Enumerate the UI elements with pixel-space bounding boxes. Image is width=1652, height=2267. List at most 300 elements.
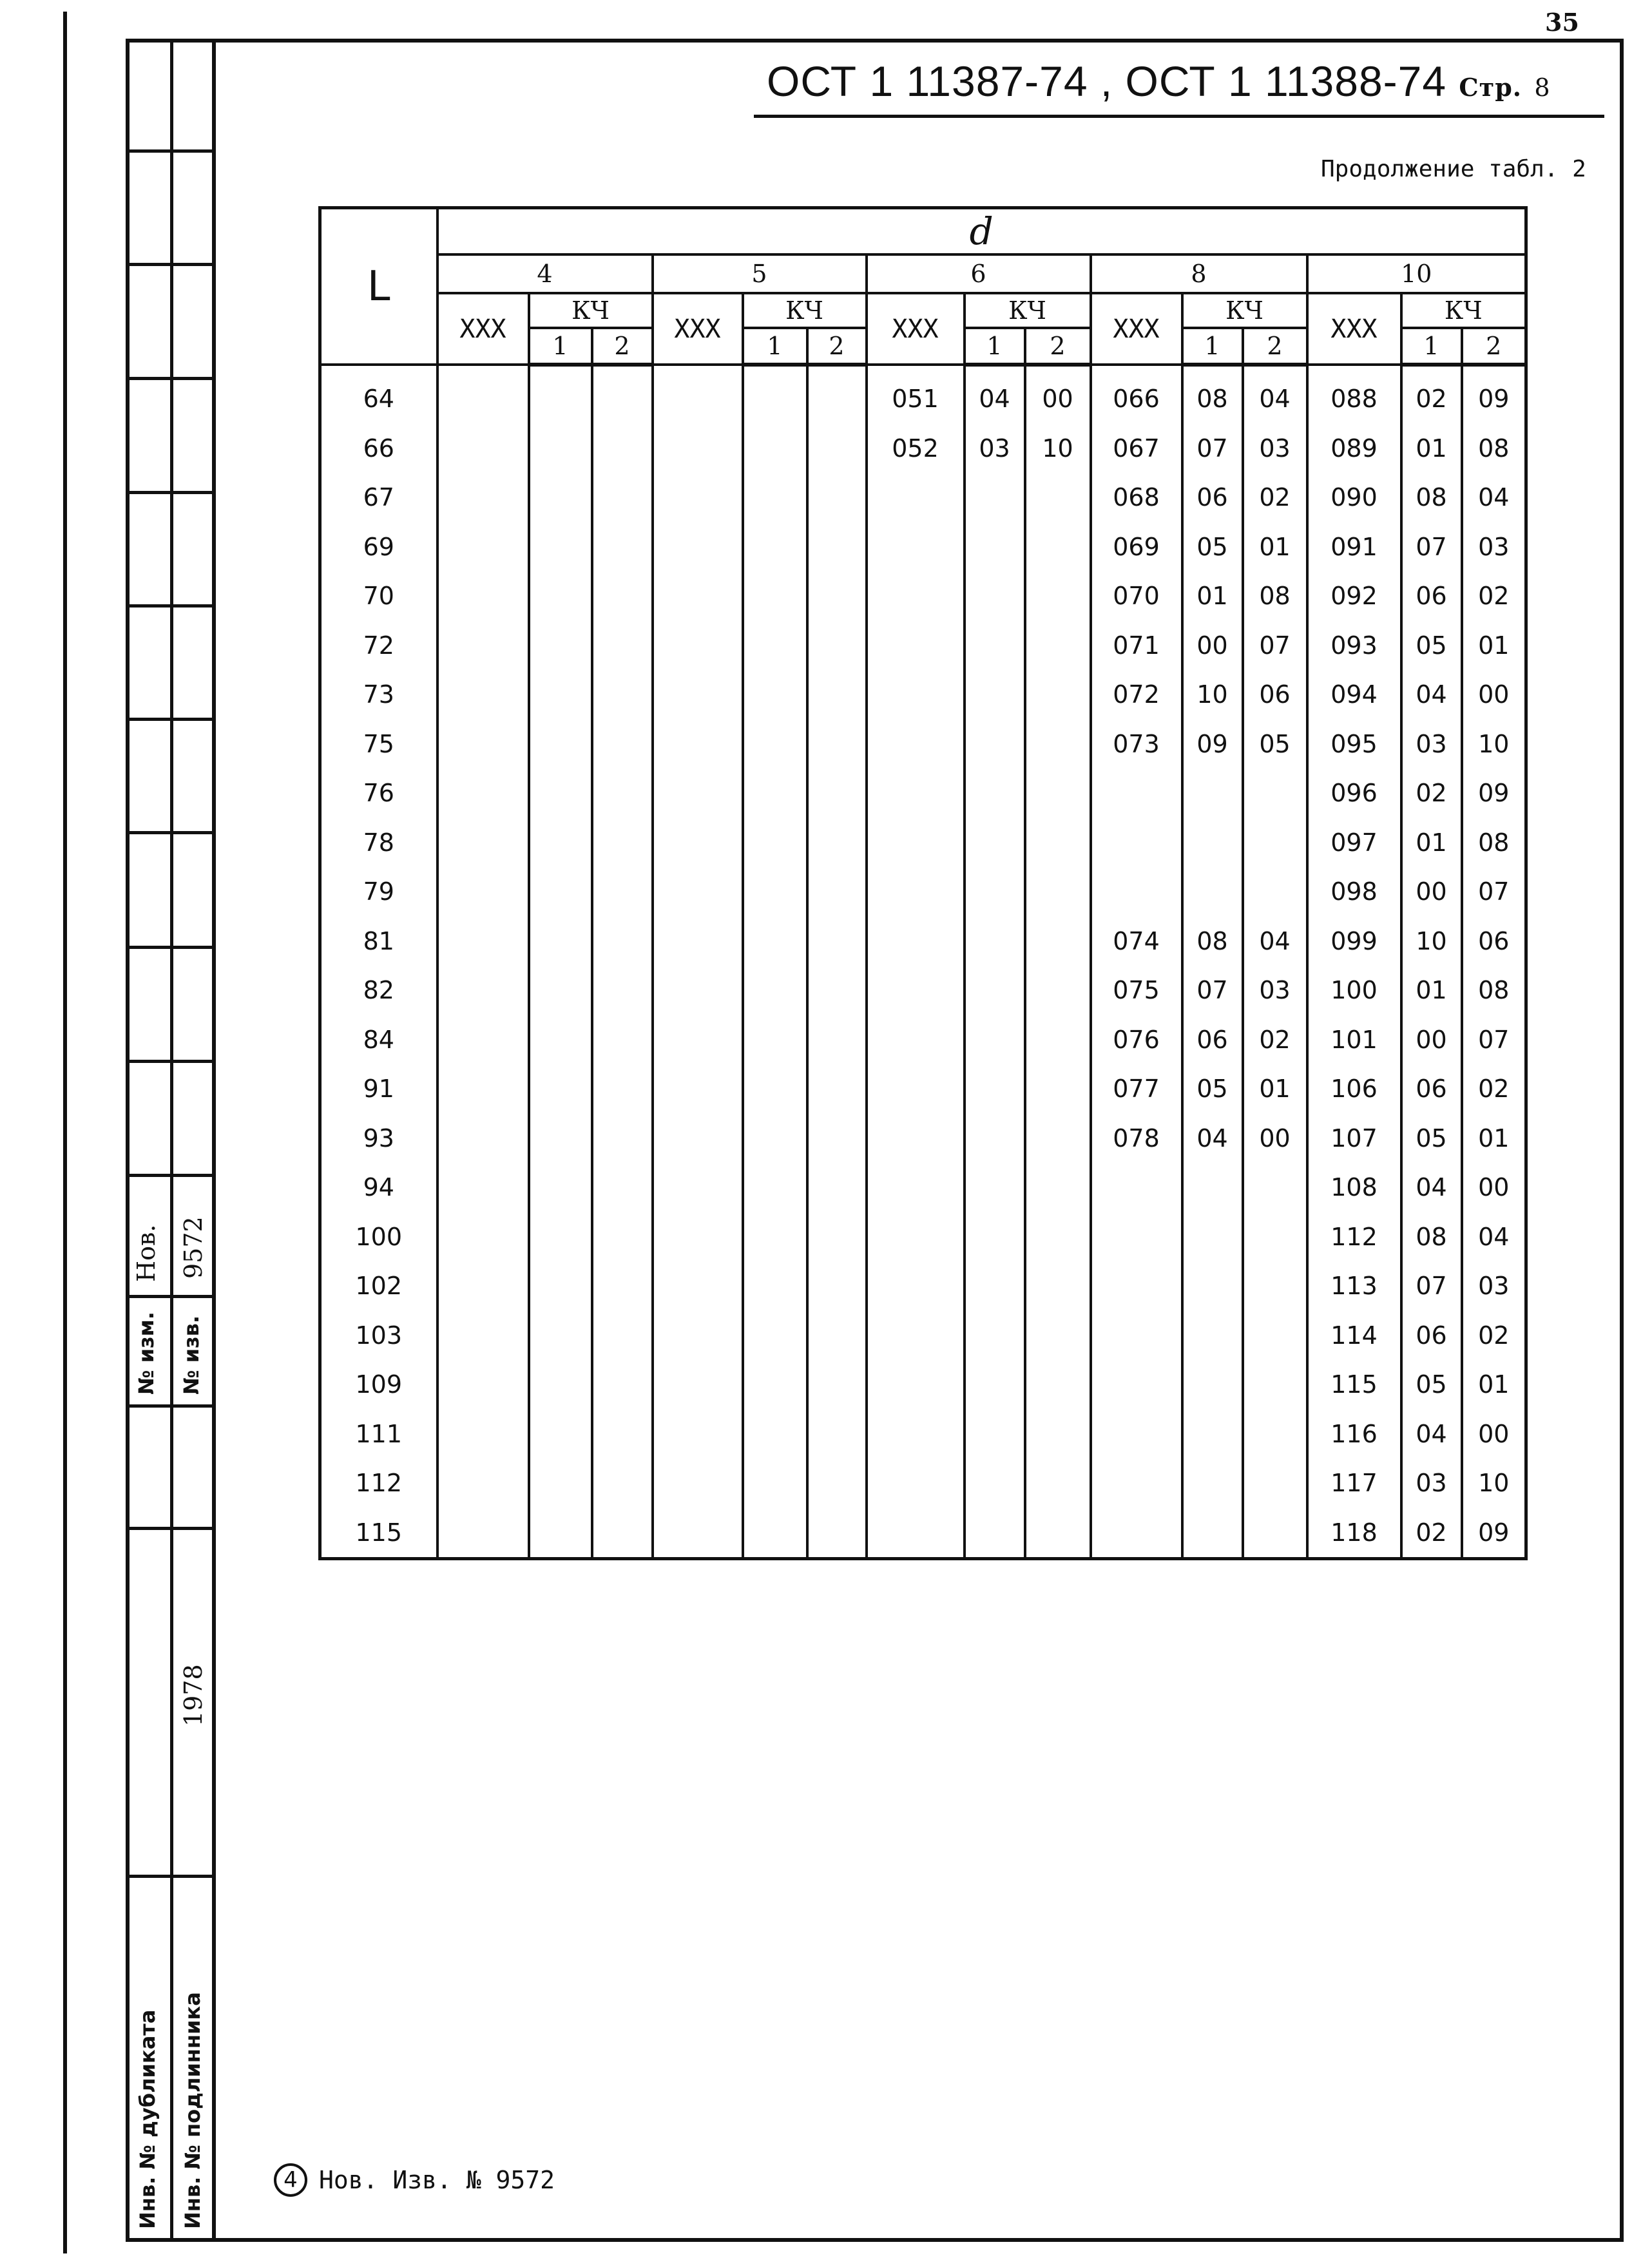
cell-kch-2: 02 <box>1243 1015 1307 1065</box>
cell-kch-1 <box>965 1410 1025 1459</box>
cell-kch-1: 00 <box>1401 867 1462 917</box>
cell-xxx: 099 <box>1307 917 1401 966</box>
cell-kch-1 <box>529 522 592 572</box>
cell-kch-2: 09 <box>1462 769 1526 818</box>
table-row <box>320 1410 1526 1459</box>
cell-kch-2 <box>1025 1212 1091 1262</box>
cell-xxx <box>1091 1311 1182 1361</box>
cell-kch-2 <box>807 1064 867 1114</box>
cell-xxx <box>867 1459 965 1508</box>
strip-rule <box>126 1527 216 1530</box>
cell-kch-2 <box>592 917 653 966</box>
cell-kch-1 <box>529 1114 592 1163</box>
table-row <box>320 1015 1526 1065</box>
cell-length: 84 <box>320 1015 437 1065</box>
cell-xxx <box>653 720 743 769</box>
cell-kch-1 <box>965 1311 1025 1361</box>
header-row-diameters <box>320 254 1526 293</box>
table-row <box>320 769 1526 818</box>
cell-length: 72 <box>320 621 437 671</box>
cell-kch-2 <box>807 1114 867 1163</box>
new-label: Нов. <box>132 1224 160 1282</box>
cell-kch-2 <box>1025 1459 1091 1508</box>
cell-xxx: 108 <box>1307 1163 1401 1212</box>
cell-kch-2: 01 <box>1462 1114 1526 1163</box>
cell-kch-1: 00 <box>1401 1015 1462 1065</box>
table-row <box>320 1311 1526 1361</box>
strip-rule <box>126 604 216 607</box>
cell-kch-2: 08 <box>1462 818 1526 868</box>
cell-kch-1 <box>529 1360 592 1410</box>
cell-kch-1 <box>529 1064 592 1114</box>
cell-xxx <box>1091 1360 1182 1410</box>
cell-xxx <box>1091 769 1182 818</box>
cell-kch-1 <box>1182 1360 1243 1410</box>
cell-kch-2 <box>807 818 867 868</box>
cell-kch-2 <box>592 571 653 621</box>
cell-kch-2 <box>592 1212 653 1262</box>
table-row <box>320 1064 1526 1114</box>
header-kch: КЧ <box>743 293 867 328</box>
cell-kch-1 <box>965 917 1025 966</box>
cell-xxx <box>653 867 743 917</box>
cell-kch-2 <box>592 473 653 522</box>
cell-kch-2 <box>807 621 867 671</box>
table-row <box>320 522 1526 572</box>
cell-xxx <box>1091 1212 1182 1262</box>
cell-xxx <box>653 917 743 966</box>
table-row <box>320 720 1526 769</box>
original-inventory-label: Инв. № подлинника <box>180 1992 205 2229</box>
cell-kch-1: 02 <box>1401 365 1462 424</box>
header-xxx: XXX <box>1307 293 1401 365</box>
cell-kch-1 <box>1182 1459 1243 1508</box>
cell-kch-2 <box>1243 1163 1307 1212</box>
change-notice-text: Нов. Изв. № 9572 <box>319 2166 555 2194</box>
cell-kch-2 <box>807 1015 867 1065</box>
page-label: Стр. <box>1459 73 1522 102</box>
cell-kch-2 <box>592 1114 653 1163</box>
cell-kch-1 <box>965 1064 1025 1114</box>
cell-length: 73 <box>320 670 437 720</box>
header-kch-1: 1 <box>1401 328 1462 365</box>
cell-length: 103 <box>320 1311 437 1361</box>
header-diameter-value: 4 <box>437 254 653 293</box>
cell-xxx: 051 <box>867 365 965 424</box>
cell-xxx <box>867 1261 965 1311</box>
cell-xxx: 117 <box>1307 1459 1401 1508</box>
cell-kch-1 <box>529 769 592 818</box>
cell-kch-1: 05 <box>1401 1360 1462 1410</box>
cell-kch-1 <box>1182 769 1243 818</box>
table-row <box>320 867 1526 917</box>
header-kch: КЧ <box>1182 293 1307 328</box>
cell-length: 81 <box>320 917 437 966</box>
cell-kch-2 <box>1025 473 1091 522</box>
cell-kch-2 <box>1025 1261 1091 1311</box>
cell-length: 78 <box>320 818 437 868</box>
cell-xxx <box>867 1015 965 1065</box>
cell-kch-2 <box>807 1163 867 1212</box>
table-row <box>320 1508 1526 1559</box>
cell-length: 102 <box>320 1261 437 1311</box>
cell-kch-1 <box>743 365 807 424</box>
strip-rule <box>126 1875 216 1878</box>
cell-xxx <box>867 1508 965 1559</box>
cell-kch-1: 04 <box>1401 1410 1462 1459</box>
cell-xxx: 075 <box>1091 966 1182 1015</box>
cell-kch-2 <box>1025 522 1091 572</box>
cell-kch-2 <box>1243 1459 1307 1508</box>
cell-kch-2 <box>592 1311 653 1361</box>
cell-kch-1 <box>743 424 807 473</box>
cell-kch-2: 02 <box>1462 1064 1526 1114</box>
cell-xxx <box>437 1459 529 1508</box>
cell-kch-2 <box>592 867 653 917</box>
cell-kch-2 <box>1243 1311 1307 1361</box>
cell-xxx <box>1091 818 1182 868</box>
cell-kch-2 <box>1025 966 1091 1015</box>
cell-kch-2 <box>1025 1064 1091 1114</box>
cell-kch-2 <box>592 720 653 769</box>
cell-kch-2 <box>807 1459 867 1508</box>
table-row <box>320 1212 1526 1262</box>
cell-kch-1 <box>743 1015 807 1065</box>
cell-kch-2 <box>592 769 653 818</box>
cell-xxx <box>437 424 529 473</box>
cell-xxx <box>653 769 743 818</box>
cell-xxx <box>867 966 965 1015</box>
cell-xxx <box>867 473 965 522</box>
frame-right-border <box>1620 39 1624 2242</box>
table-row <box>320 966 1526 1015</box>
cell-kch-1: 03 <box>965 424 1025 473</box>
table-row <box>320 1261 1526 1311</box>
cell-xxx <box>437 1015 529 1065</box>
header-xxx: XXX <box>653 293 743 365</box>
cell-kch-1 <box>743 917 807 966</box>
side-stamp-divider <box>170 39 173 2242</box>
cell-kch-1: 06 <box>1182 473 1243 522</box>
table-row <box>320 1114 1526 1163</box>
cell-kch-2 <box>1025 1114 1091 1163</box>
cell-xxx: 112 <box>1307 1212 1401 1262</box>
cell-xxx: 070 <box>1091 571 1182 621</box>
cell-xxx: 067 <box>1091 424 1182 473</box>
cell-xxx <box>437 1311 529 1361</box>
cell-kch-1 <box>965 818 1025 868</box>
circled-number: 4 <box>274 2163 307 2197</box>
cell-xxx <box>653 1360 743 1410</box>
cell-kch-1 <box>529 365 592 424</box>
cell-xxx <box>653 473 743 522</box>
cell-xxx: 113 <box>1307 1261 1401 1311</box>
cell-kch-2 <box>592 1459 653 1508</box>
cell-xxx: 078 <box>1091 1114 1182 1163</box>
cell-kch-1: 08 <box>1401 1212 1462 1262</box>
cell-length: 94 <box>320 1163 437 1212</box>
cell-kch-1: 03 <box>1401 720 1462 769</box>
cell-kch-1 <box>743 1360 807 1410</box>
cell-kch-1: 00 <box>1182 621 1243 671</box>
cell-length: 109 <box>320 1360 437 1410</box>
table-row <box>320 917 1526 966</box>
cell-xxx <box>867 621 965 671</box>
cell-kch-1 <box>965 1459 1025 1508</box>
header-xxx: XXX <box>437 293 529 365</box>
cell-kch-2 <box>807 365 867 424</box>
header-xxx: XXX <box>867 293 965 365</box>
cell-kch-2: 04 <box>1462 473 1526 522</box>
cell-kch-2: 00 <box>1462 1163 1526 1212</box>
standard-numbers: ОСТ 1 11387-74 , ОСТ 1 11388-74 <box>767 57 1447 105</box>
cell-xxx <box>437 1212 529 1262</box>
cell-length: 79 <box>320 867 437 917</box>
cell-xxx <box>653 1311 743 1361</box>
cell-kch-1 <box>529 424 592 473</box>
cell-kch-1 <box>529 473 592 522</box>
cell-kch-2 <box>807 571 867 621</box>
cell-length: 100 <box>320 1212 437 1262</box>
cell-xxx: 072 <box>1091 670 1182 720</box>
cell-xxx <box>867 917 965 966</box>
header-row-groups <box>320 293 1526 328</box>
cell-kch-1 <box>965 473 1025 522</box>
cell-kch-1 <box>743 522 807 572</box>
cell-xxx: 089 <box>1307 424 1401 473</box>
cell-kch-2: 00 <box>1025 365 1091 424</box>
cell-kch-2 <box>592 1015 653 1065</box>
header-kch-2: 2 <box>1025 328 1091 365</box>
header-diameter-value: 8 <box>1091 254 1307 293</box>
cell-kch-2: 00 <box>1462 1410 1526 1459</box>
cell-kch-2: 10 <box>1025 424 1091 473</box>
cell-kch-2 <box>1243 1212 1307 1262</box>
cell-kch-1: 04 <box>965 365 1025 424</box>
table-continuation-note: Продолжение табл. 2 <box>1321 156 1586 182</box>
cell-kch-2 <box>592 1261 653 1311</box>
cell-xxx: 115 <box>1307 1360 1401 1410</box>
cell-xxx: 094 <box>1307 670 1401 720</box>
cell-xxx: 101 <box>1307 1015 1401 1065</box>
cell-kch-2 <box>1243 1261 1307 1311</box>
cell-xxx: 071 <box>1091 621 1182 671</box>
cell-kch-2 <box>807 522 867 572</box>
cell-kch-2: 03 <box>1462 1261 1526 1311</box>
cell-kch-1 <box>965 1508 1025 1559</box>
cell-xxx <box>437 1360 529 1410</box>
cell-xxx: 076 <box>1091 1015 1182 1065</box>
cell-kch-2: 06 <box>1462 917 1526 966</box>
cell-kch-1 <box>965 1015 1025 1065</box>
cell-xxx <box>653 571 743 621</box>
table-row <box>320 818 1526 868</box>
cell-kch-1: 02 <box>1401 1508 1462 1559</box>
table-row <box>320 571 1526 621</box>
cell-kch-1 <box>965 867 1025 917</box>
cell-kch-1: 08 <box>1182 917 1243 966</box>
cell-kch-1 <box>743 1064 807 1114</box>
header-kch-1: 1 <box>1182 328 1243 365</box>
cell-xxx: 097 <box>1307 818 1401 868</box>
cell-xxx <box>437 1163 529 1212</box>
cell-kch-1: 05 <box>1182 1064 1243 1114</box>
strip-rule <box>126 263 216 266</box>
cell-xxx <box>437 769 529 818</box>
cell-xxx <box>437 365 529 424</box>
cell-kch-2: 10 <box>1462 720 1526 769</box>
cell-kch-1 <box>529 966 592 1015</box>
sheet-number: 8 <box>1534 73 1551 102</box>
header-kch: КЧ <box>1401 293 1526 328</box>
cell-xxx <box>867 1064 965 1114</box>
cell-kch-2 <box>807 424 867 473</box>
cell-kch-1 <box>743 1261 807 1311</box>
cell-xxx <box>653 424 743 473</box>
cell-kch-2 <box>592 1064 653 1114</box>
cell-kch-1: 05 <box>1182 522 1243 572</box>
header-kch: КЧ <box>529 293 653 328</box>
cell-xxx <box>437 1410 529 1459</box>
cell-kch-2: 00 <box>1243 1114 1307 1163</box>
cell-kch-1 <box>529 720 592 769</box>
cell-kch-2: 09 <box>1462 1508 1526 1559</box>
header-kch: КЧ <box>965 293 1091 328</box>
header-diameter-value: 10 <box>1307 254 1526 293</box>
cell-kch-2: 04 <box>1243 917 1307 966</box>
cell-kch-2: 07 <box>1243 621 1307 671</box>
cell-kch-1 <box>529 621 592 671</box>
cell-length: 115 <box>320 1508 437 1559</box>
cell-kch-2 <box>592 818 653 868</box>
cell-kch-2 <box>1025 1508 1091 1559</box>
cell-kch-1: 07 <box>1182 424 1243 473</box>
cell-kch-2 <box>1025 1410 1091 1459</box>
cell-xxx <box>653 1064 743 1114</box>
cell-xxx: 092 <box>1307 571 1401 621</box>
change-no-label: № изм. <box>134 1312 158 1395</box>
header-kch-2: 2 <box>592 328 653 365</box>
cell-xxx <box>437 1261 529 1311</box>
cell-length: 70 <box>320 571 437 621</box>
header-diameter-d: d <box>437 208 1526 255</box>
cell-kch-2 <box>592 966 653 1015</box>
cell-kch-1 <box>965 1360 1025 1410</box>
cell-kch-2 <box>1025 917 1091 966</box>
cell-xxx: 074 <box>1091 917 1182 966</box>
cell-length: 91 <box>320 1064 437 1114</box>
cell-xxx <box>437 571 529 621</box>
cell-xxx: 095 <box>1307 720 1401 769</box>
cell-kch-1 <box>965 966 1025 1015</box>
cell-kch-1: 06 <box>1182 1015 1243 1065</box>
cell-kch-1 <box>529 1015 592 1065</box>
cell-kch-1 <box>1182 867 1243 917</box>
cell-xxx: 069 <box>1091 522 1182 572</box>
cell-kch-1: 07 <box>1401 522 1462 572</box>
cell-kch-1 <box>529 1163 592 1212</box>
cell-kch-2: 02 <box>1462 571 1526 621</box>
cell-xxx: 077 <box>1091 1064 1182 1114</box>
cell-kch-1 <box>965 571 1025 621</box>
cell-kch-2: 07 <box>1462 867 1526 917</box>
cell-length: 64 <box>320 365 437 424</box>
cell-xxx <box>437 867 529 917</box>
cell-xxx <box>437 966 529 1015</box>
cell-kch-2 <box>1243 1508 1307 1559</box>
cell-kch-2: 03 <box>1243 424 1307 473</box>
document-title <box>767 57 1551 106</box>
cell-kch-1 <box>743 1311 807 1361</box>
cell-xxx <box>653 1508 743 1559</box>
cell-kch-1 <box>743 818 807 868</box>
cell-kch-1 <box>965 1163 1025 1212</box>
cell-kch-1: 09 <box>1182 720 1243 769</box>
cell-xxx <box>867 571 965 621</box>
cell-xxx <box>867 670 965 720</box>
cell-xxx <box>437 670 529 720</box>
cell-kch-1 <box>743 571 807 621</box>
cell-kch-1: 05 <box>1401 621 1462 671</box>
cell-kch-1 <box>529 818 592 868</box>
page-number: 35 <box>1545 8 1579 37</box>
cell-xxx <box>437 1508 529 1559</box>
header-length-L: L <box>320 208 437 365</box>
cell-xxx: 091 <box>1307 522 1401 572</box>
cell-kch-2: 01 <box>1462 621 1526 671</box>
cell-xxx: 116 <box>1307 1410 1401 1459</box>
header-kch-1: 1 <box>965 328 1025 365</box>
cell-kch-2 <box>807 917 867 966</box>
cell-xxx <box>867 720 965 769</box>
cell-kch-2 <box>1025 1311 1091 1361</box>
header-kch-2: 2 <box>807 328 867 365</box>
cell-xxx <box>867 1163 965 1212</box>
cell-kch-2 <box>1243 1410 1307 1459</box>
new-value: 9572 <box>179 1216 207 1279</box>
header-kch-2: 2 <box>1243 328 1307 365</box>
cell-kch-2 <box>592 670 653 720</box>
frame-bottom-border <box>126 2238 1624 2242</box>
cell-length: 93 <box>320 1114 437 1163</box>
cell-xxx <box>653 621 743 671</box>
strip-rule <box>126 1060 216 1063</box>
cell-kch-2 <box>1025 571 1091 621</box>
cell-kch-2 <box>1025 670 1091 720</box>
cell-kch-1 <box>529 1508 592 1559</box>
cell-length: 75 <box>320 720 437 769</box>
header-kch-2: 2 <box>1462 328 1526 365</box>
cell-xxx: 066 <box>1091 365 1182 424</box>
cell-kch-1 <box>743 1459 807 1508</box>
cell-kch-1: 02 <box>1401 769 1462 818</box>
cell-kch-1 <box>965 1114 1025 1163</box>
cell-kch-2: 08 <box>1462 424 1526 473</box>
cell-xxx <box>653 365 743 424</box>
cell-kch-1 <box>965 621 1025 671</box>
header-row-d <box>320 208 1526 255</box>
cell-xxx <box>653 1261 743 1311</box>
cell-kch-2 <box>592 424 653 473</box>
cell-kch-2: 04 <box>1462 1212 1526 1262</box>
cell-kch-2 <box>1025 769 1091 818</box>
cell-kch-2 <box>807 1311 867 1361</box>
cell-kch-2 <box>592 1163 653 1212</box>
cell-kch-1 <box>743 1114 807 1163</box>
cell-xxx <box>653 1410 743 1459</box>
cell-kch-2 <box>592 621 653 671</box>
cell-xxx <box>867 522 965 572</box>
